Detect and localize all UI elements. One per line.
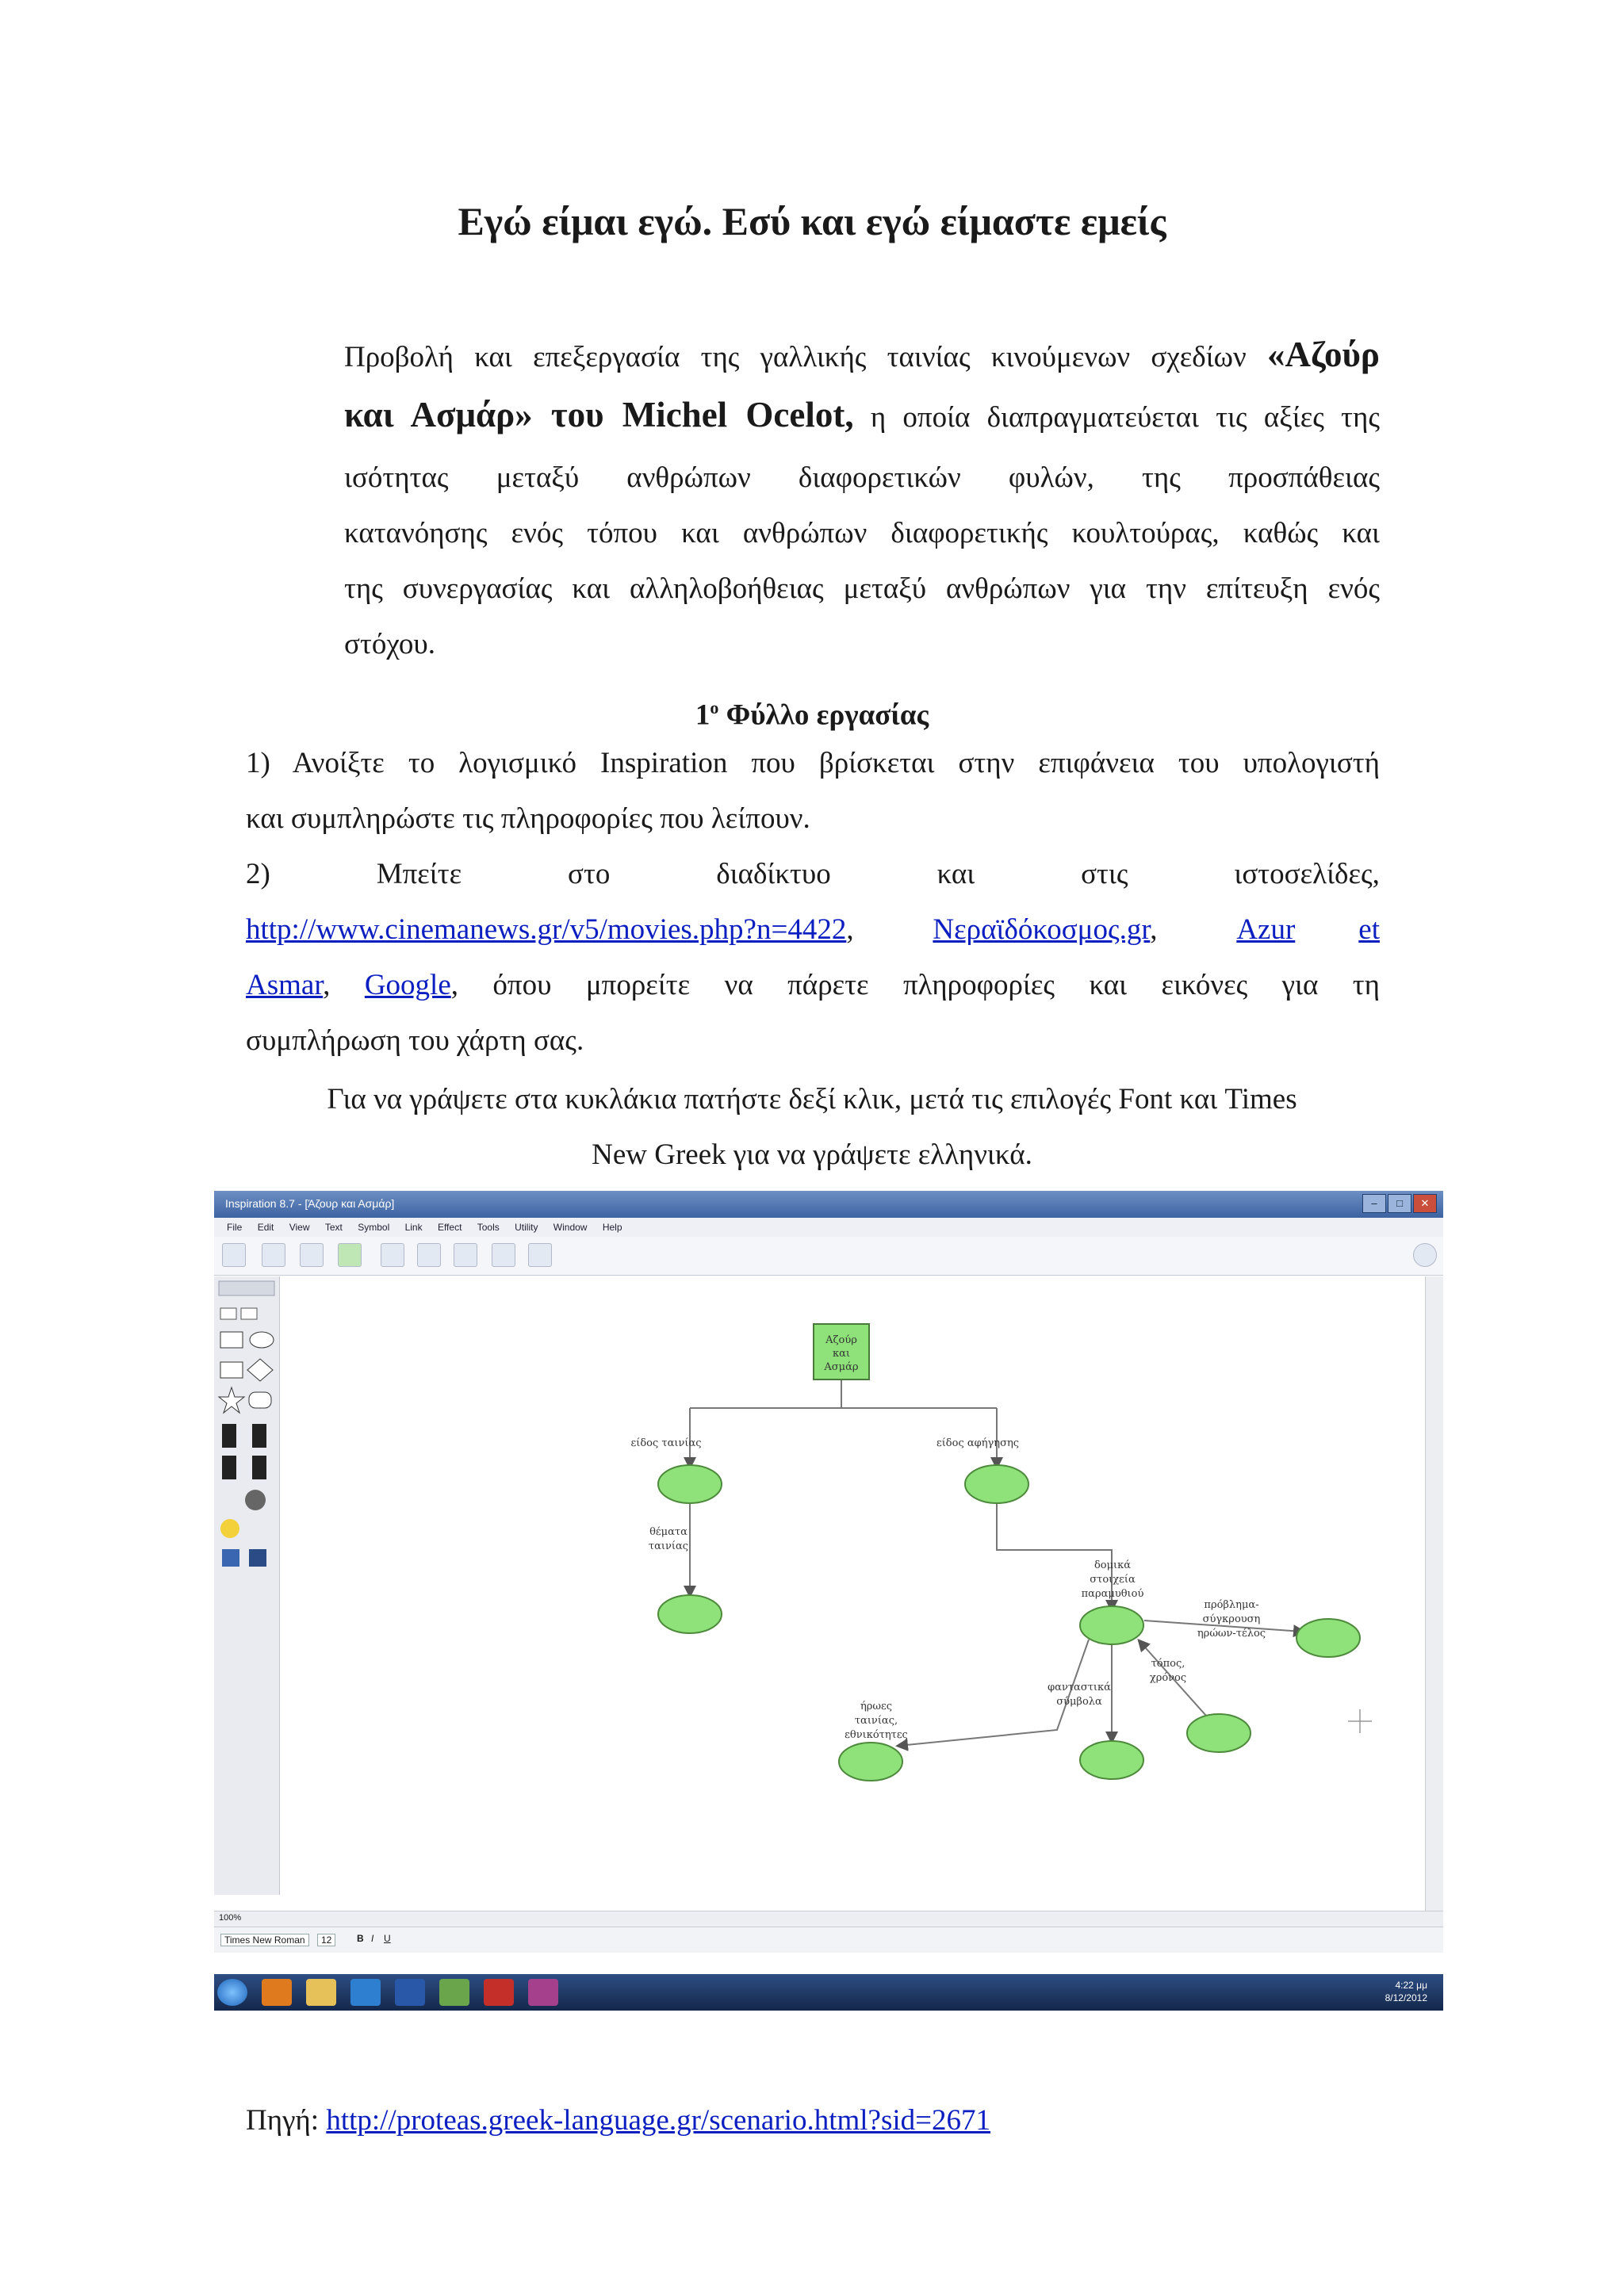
toolbar-button-icon bbox=[381, 1243, 404, 1267]
root-label-1: Αζούρ bbox=[825, 1334, 857, 1346]
menu-window: Window bbox=[553, 1222, 588, 1233]
toolbar bbox=[214, 1237, 1443, 1276]
inspiration-icon bbox=[439, 1979, 469, 2006]
help-icon bbox=[1413, 1243, 1437, 1267]
page-title: Εγώ είμαι εγώ. Εσύ και εγώ είμαστε εμείς bbox=[458, 199, 1166, 243]
link-label-problem-1: πρόβλημα- bbox=[1204, 1599, 1259, 1611]
intro-text: Προβολή και επεξεργασία της γαλλικής ταινίας κινούμενων σχεδίων bbox=[344, 341, 1247, 373]
step-2-line-3: Asmar, Google, όπου μπορείτε να πάρετε πληροφορίες και εικόνες για τη bbox=[246, 969, 1380, 1001]
concept-map bbox=[280, 1276, 1425, 1911]
menu-bar bbox=[214, 1218, 1443, 1237]
node-ellipse-problem bbox=[1297, 1619, 1360, 1657]
source-link[interactable]: http://proteas.greek-language.gr/scenario.html?sid=2671 bbox=[326, 2104, 991, 2137]
step-2-word: ιστοσελίδες, bbox=[1234, 858, 1380, 890]
windows-taskbar bbox=[214, 1974, 1443, 2011]
zoom-level: 100% bbox=[219, 1913, 242, 1923]
minimize-icon: – bbox=[1362, 1194, 1386, 1213]
format-bar bbox=[214, 1927, 1443, 1953]
intro-line-2 bbox=[344, 387, 1380, 446]
link-label-symbols-2: σύμβολα bbox=[1056, 1696, 1102, 1708]
heading-ordinal: ο bbox=[710, 698, 719, 718]
step-2-word: στις bbox=[1081, 858, 1128, 890]
instruction-line-1: Για να γράψετε στα κυκλάκια πατήστε δεξί κλικ, μετά τις επιλογές Font και Times bbox=[327, 1083, 1297, 1115]
source-line bbox=[246, 2093, 990, 2149]
link-label-heroes-2: ταινίας, bbox=[854, 1715, 898, 1727]
crosshair-cursor-icon bbox=[1348, 1709, 1372, 1733]
clock-date: 8/12/2012 bbox=[1385, 1992, 1427, 2003]
root-label-2: και bbox=[832, 1348, 851, 1360]
menu-tools: Tools bbox=[477, 1222, 500, 1233]
system-clock bbox=[1385, 1979, 1427, 2004]
node-ellipse-narrative bbox=[965, 1465, 1028, 1503]
link-label-heroes-3: εθνικότητες bbox=[845, 1729, 908, 1741]
toolbar-button-icon bbox=[300, 1243, 324, 1267]
heading-number: 1 bbox=[695, 698, 710, 732]
acrobat-icon bbox=[484, 1979, 514, 2006]
node-ellipse-genre bbox=[658, 1465, 722, 1503]
neraidokosmos-link[interactable]: Νεραϊδόκοσμος.gr bbox=[933, 913, 1151, 946]
toolbar-button-icon bbox=[417, 1243, 441, 1267]
font-name-select: Times New Roman bbox=[220, 1934, 309, 1946]
azur-link-cont[interactable]: et bbox=[1358, 913, 1380, 946]
link-label-structure-1: δομικά bbox=[1094, 1559, 1132, 1571]
node-ellipse-themes bbox=[658, 1595, 722, 1633]
toolbar-button-icon bbox=[454, 1243, 477, 1267]
step-2-line-4: συμπλήρωση του χάρτη σας. bbox=[246, 1024, 584, 1057]
bold-icon: B bbox=[357, 1933, 364, 1944]
menu-edit: Edit bbox=[257, 1222, 274, 1233]
link-label-problem-3: ηρώων-τέλος bbox=[1197, 1628, 1266, 1640]
explorer-icon bbox=[306, 1979, 336, 2006]
intro-line-4: κατανόησης ενός τόπου και ανθρώπων διαφορετικής κουλτούρας, καθώς και bbox=[344, 517, 1380, 549]
map-canvas bbox=[280, 1276, 1425, 1911]
intro-line-6: στόχου. bbox=[344, 628, 435, 660]
node-ellipse-symbols bbox=[1080, 1741, 1143, 1779]
film-title-start: «Αζούρ bbox=[1267, 335, 1380, 374]
menu-symbol: Symbol bbox=[358, 1222, 390, 1233]
root-label-3: Ασμάρ bbox=[824, 1361, 859, 1373]
toolbar-button-icon bbox=[528, 1243, 552, 1267]
link-label-symbols-1: φανταστικά bbox=[1048, 1682, 1111, 1693]
start-button-icon bbox=[217, 1979, 247, 2006]
intro-text: η οποία διαπραγματεύεται τις αξίες της bbox=[870, 401, 1380, 434]
heading-text: Φύλλο εργασίας bbox=[726, 698, 929, 732]
link-label-place-1: τόπος, bbox=[1151, 1658, 1185, 1670]
menu-view: View bbox=[289, 1222, 310, 1233]
media-player-icon bbox=[262, 1979, 292, 2006]
palette-symbols bbox=[214, 1276, 279, 1895]
window-title: Inspiration 8.7 - [Άζουρ και Ασμάρ] bbox=[225, 1197, 395, 1210]
link-label-heroes-1: ήρωες bbox=[860, 1701, 893, 1712]
step-2-text: όπου μπορείτε να πάρετε πληροφορίες και εικόνες για τη bbox=[492, 969, 1380, 1001]
toolbar-button-icon bbox=[262, 1243, 285, 1267]
step-2-word: διαδίκτυο bbox=[716, 858, 831, 890]
window-title-bar bbox=[214, 1191, 1443, 1218]
node-ellipse-structure bbox=[1080, 1606, 1143, 1644]
menu-help: Help bbox=[602, 1222, 622, 1233]
link-label-structure-2: στοιχεία bbox=[1090, 1574, 1136, 1586]
menu-utility: Utility bbox=[515, 1222, 538, 1233]
link-label-narrative: είδος αφήγησης bbox=[936, 1437, 1020, 1449]
step-1-line-2: και συμπληρώστε τις πληροφορίες που λείπουν. bbox=[246, 802, 810, 835]
azur-link[interactable]: Azur bbox=[1236, 913, 1296, 946]
cinemanews-link[interactable]: http://www.cinemanews.gr/v5/movies.php?n=4422 bbox=[246, 913, 847, 946]
asmar-link[interactable]: Asmar bbox=[246, 969, 324, 1001]
step-2-word: και bbox=[936, 858, 975, 890]
worksheet-heading bbox=[0, 680, 1624, 743]
intro-line-5: της συνεργασίας και αλληλοβοήθειας μεταξύ ανθρώπων για την επίτευξη ενός bbox=[344, 572, 1380, 605]
word-icon bbox=[395, 1979, 425, 2006]
step-2-word: 2) bbox=[246, 858, 270, 890]
font-size-select: 12 bbox=[317, 1934, 335, 1946]
symbol-palette bbox=[214, 1276, 280, 1895]
paint-icon bbox=[528, 1979, 558, 2006]
step-2-line-2: http://www.cinemanews.gr/v5/movies.php?n=4422, Νεραϊδόκοσμος.gr, Azur et bbox=[246, 902, 1380, 958]
link-label-themes-2: ταινίας bbox=[648, 1540, 689, 1552]
inspiration-screenshot bbox=[214, 1191, 1443, 2011]
instruction-line-2: New Greek για να γράψετε ελληνικά. bbox=[592, 1138, 1032, 1171]
film-title-end: και Ασμάρ» του Michel Ocelot, bbox=[344, 395, 854, 434]
underline-icon: U bbox=[384, 1933, 391, 1944]
step-2-word: Μπείτε bbox=[376, 858, 462, 890]
google-link[interactable]: Google bbox=[364, 969, 451, 1001]
menu-link: Link bbox=[404, 1222, 423, 1233]
source-label: Πηγή: bbox=[246, 2104, 320, 2137]
node-ellipse-heroes bbox=[839, 1743, 902, 1781]
clock-time: 4:22 μμ bbox=[1395, 1980, 1427, 1991]
menu-effect: Effect bbox=[437, 1222, 462, 1233]
step-2-word: στο bbox=[568, 858, 611, 890]
close-icon: ✕ bbox=[1413, 1194, 1437, 1213]
internet-explorer-icon bbox=[350, 1979, 381, 2006]
italic-icon: I bbox=[371, 1933, 374, 1944]
toolbar-button-icon bbox=[492, 1243, 515, 1267]
menu-file: File bbox=[227, 1222, 243, 1233]
link-label-genre: είδος ταινίας bbox=[630, 1437, 702, 1449]
vertical-scrollbar bbox=[1425, 1276, 1443, 1911]
horizontal-scrollbar bbox=[214, 1911, 1443, 1927]
toolbar-button-icon bbox=[338, 1243, 362, 1267]
menu-text: Text bbox=[324, 1222, 343, 1233]
step-1-line-1: 1) Ανοίξτε το λογισμικό Inspiration που βρίσκεται στην επιφάνεια του υπολογιστή bbox=[246, 747, 1380, 779]
intro-line-1 bbox=[344, 327, 1380, 385]
step-2-line-1 bbox=[246, 847, 1380, 902]
link-label-problem-2: σύγκρουση bbox=[1202, 1613, 1261, 1625]
link-label-structure-3: παραμυθιού bbox=[1081, 1588, 1144, 1600]
toolbar-button-icon bbox=[222, 1243, 246, 1267]
node-ellipse-place bbox=[1187, 1714, 1251, 1752]
intro-line-3: ισότητας μεταξύ ανθρώπων διαφορετικών φυλών, της προσπάθειας bbox=[344, 461, 1380, 494]
maximize-icon: □ bbox=[1388, 1194, 1411, 1213]
link-label-themes-1: θέματα bbox=[649, 1526, 688, 1538]
link-label-place-2: χρόνος bbox=[1149, 1672, 1187, 1684]
